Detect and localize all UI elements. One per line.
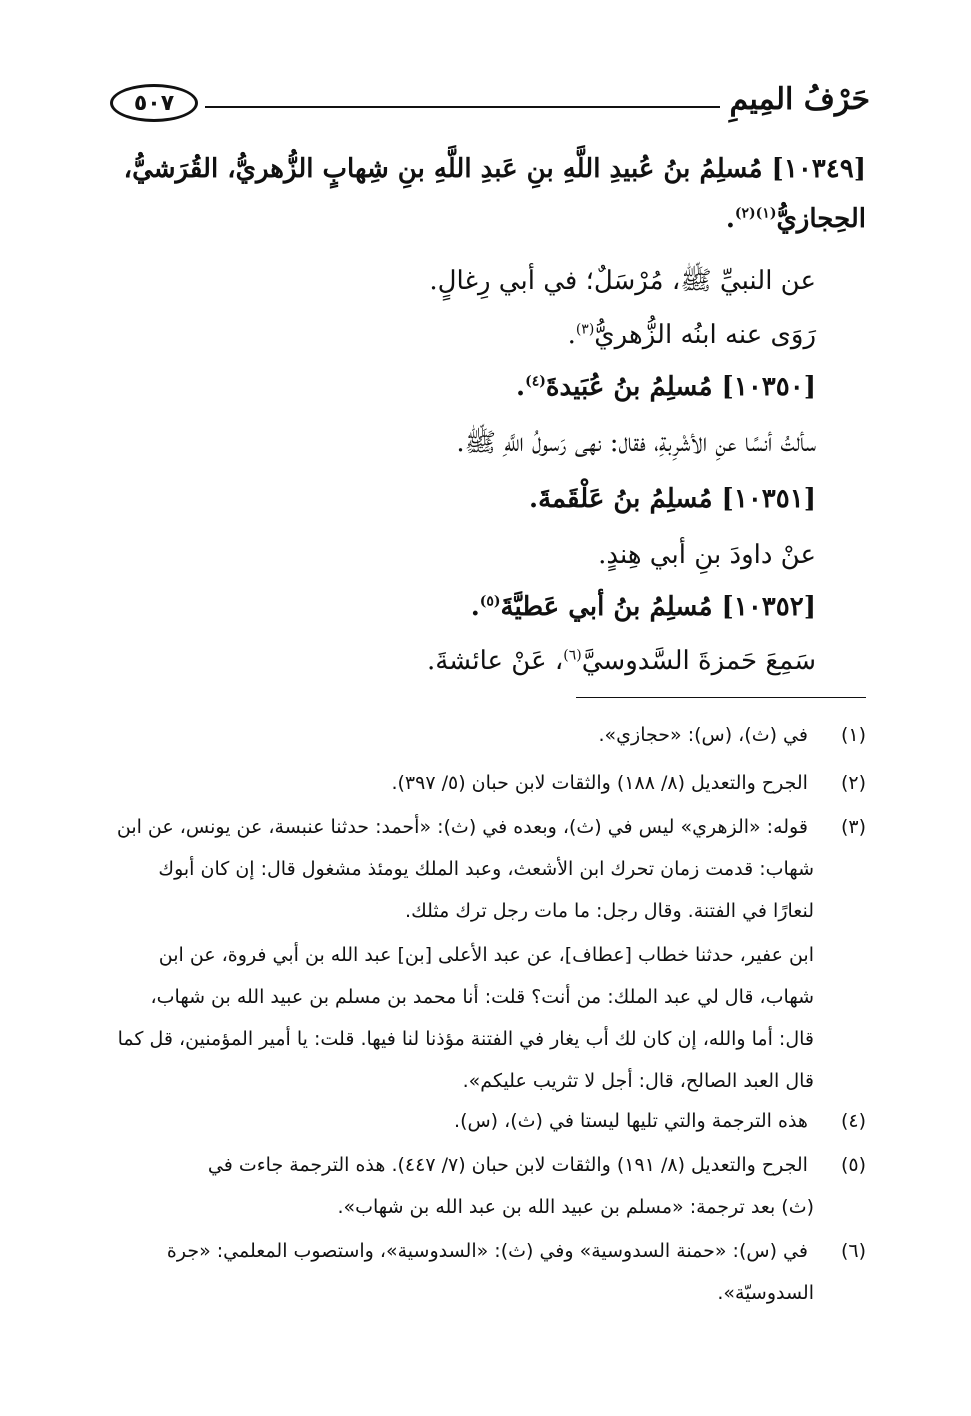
footnote-1: (١) في (ث)، (س): «حجازي».: [598, 724, 866, 746]
footnote-3-cont: قال: أما والله، إن كان لك أب يغار في الفتنة مؤذنا لنا فيها. قلت: يا أمير المؤمنين، قل كما: [117, 1028, 814, 1050]
footnote-3-cont: ابن عفير، حدثنا خطاب [عطاف]، عن عبد الأعلى [بن] عبد الله بن أبي فروة، عن ابن: [158, 944, 814, 966]
footnote-3-cont: لنعارًا في الفتنة. وقال رجل: ما مات رجل ترك مثلك.: [405, 900, 814, 922]
entry-10351-body: عنْ داودَ بنِ أبي هِندٍ.: [598, 540, 816, 570]
footnote-3-cont: شهاب: قدمت زمان تحرك ابن الأشعث، وعبد الملك يومئذ مشغول قال: إن كان أبوك: [158, 858, 814, 880]
footnote-6-cont: السدوسيّة».: [717, 1282, 814, 1304]
entry-10349-narrator: رَوَى عنه ابنُه الزُّهريُّ$^{(٣)}$.: [567, 320, 816, 350]
footnote-ref[interactable]: (٦): [563, 647, 582, 664]
entry-10350-heading: [١٠٣٥٠] مُسلِمُ بنُ عُبَيدةَ$^{(٤)}$.: [516, 372, 816, 402]
chapter-title: حَرْفُ المِيمِ: [729, 82, 870, 117]
footnote-ref[interactable]: (١)(٢): [734, 205, 777, 222]
footnote-ref[interactable]: (٤): [525, 373, 546, 390]
header-rule: [205, 106, 720, 108]
footnote-separator: [576, 697, 866, 698]
footnote-ref[interactable]: (٥): [479, 593, 501, 610]
footnote-5: (٥) الجرح والتعديل (٨/ ١٩١) والثقات لابن حبان (٧/ ٤٤٧). هذه الترجمة جاءت في: [207, 1154, 866, 1176]
entry-10350-body: سألتُ أنسًا عنِ الأشْرِبةِ، فقال: نهى رَسولُ اللَّهِ ﷺ.: [456, 428, 816, 458]
footnote-2: (٢) الجرح والتعديل (٨/ ١٨٨) والثقات لابن حبان (٥/ ٣٩٧).: [391, 772, 866, 794]
entry-10352-body: سَمِعَ حَمزةَ السَّدوسيَّ$^{(٦)}$، عَنْ عائشةَ.: [426, 646, 816, 676]
entry-10352-heading: [١٠٣٥٢] مُسلِمُ بنُ أبي عَطيَّةَ$^{(٥)}$.: [470, 592, 816, 622]
entry-10349-heading: [١٠٣٤٩] مُسلِمُ بنُ عُبيدِ اللَّهِ بنِ عَبدِ اللَّهِ بنِ شِهابٍ الزُّهريُّ، القُرَشيُّ،: [123, 154, 866, 184]
entry-10351-heading: [١٠٣٥١] مُسلِمُ بنُ عَلْقَمةَ.: [529, 484, 816, 514]
footnote-3-cont: قال العبد الصالح، قال: أجل لا تثريب عليكم».: [462, 1070, 814, 1092]
footnote-6: (٦) في (س): «حمنة السدوسية» وفي (ث): «السدوسية»، واستصوب المعلمي: «جرة: [166, 1240, 866, 1262]
footnote-4: (٤) هذه الترجمة والتي تليها ليستا في (ث)، (س).: [454, 1110, 866, 1132]
page-number: ٥٠٧: [110, 84, 198, 122]
footnote-5-cont: (ث) بعد ترجمة: «مسلم بن عبيد الله بن عبد الله بن شهاب».: [337, 1196, 814, 1218]
page-header: [110, 82, 870, 134]
footnote-ref[interactable]: (٣): [575, 321, 595, 338]
entry-10349-heading-cont: الحِجازيُّ$^{(١)(٢)}$.: [725, 204, 866, 234]
entry-10349-body: عن النبيِّ ﷺ، مُرْسَلٌ؛ في أبي رِغالٍ.: [429, 266, 816, 296]
footnote-3-cont: شهاب، قال لي عبد الملك: من أنت؟ قلت: أنا محمد بن مسلم بن عبيد الله بن شهاب،: [150, 986, 814, 1008]
footnote-3: (٣) قوله: «الزهري» ليس في (ث)، وبعده في (ث): «أحمد: حدثنا عنبسة، عن يونس، عن ابن: [116, 816, 866, 838]
